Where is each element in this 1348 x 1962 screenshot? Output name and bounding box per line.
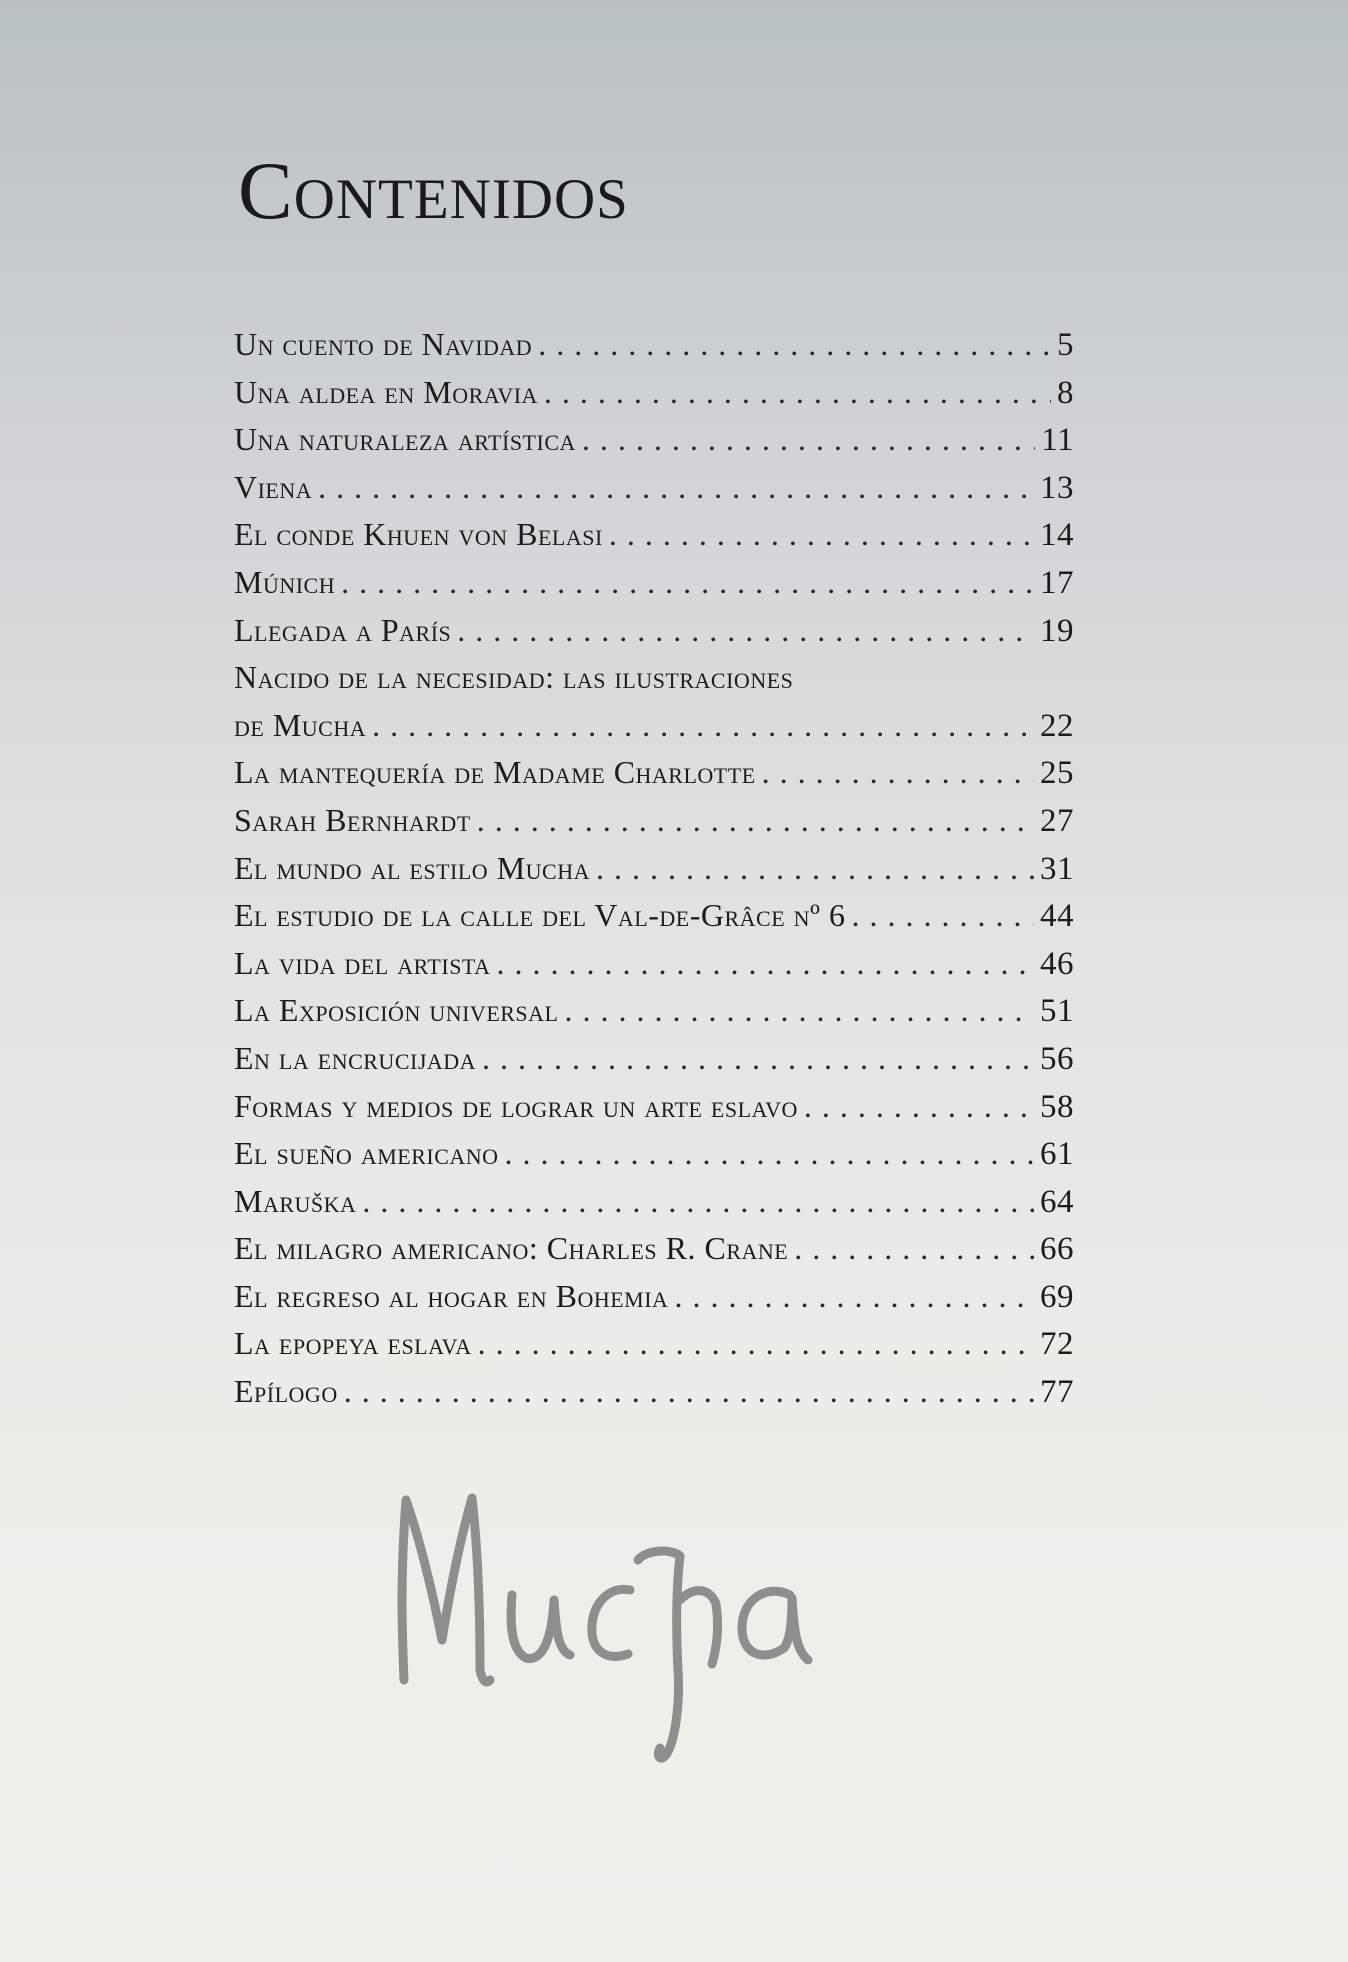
toc-leader-dots <box>477 802 1034 839</box>
toc-leader-dots <box>318 469 1034 506</box>
toc-leader-dots <box>804 1088 1034 1125</box>
mucha-signature <box>380 1480 880 1780</box>
toc-leader-dots <box>565 992 1035 1029</box>
toc-entry-title: de Mucha <box>234 706 367 743</box>
toc-entry-page: 72 <box>1040 1326 1074 1363</box>
toc-leader-dots <box>582 421 1035 458</box>
toc-entry-page: 66 <box>1040 1231 1074 1268</box>
toc-entry-title: Un cuento de Navidad <box>234 326 533 362</box>
toc-entry-title: Formas y medios de lograr un arte eslavo <box>234 1087 798 1124</box>
table-of-contents <box>234 326 1074 1421</box>
toc-entry <box>234 1230 1074 1278</box>
toc-entry-page: 58 <box>1040 1088 1074 1125</box>
toc-leader-dots <box>457 612 1034 649</box>
toc-entry-page: 22 <box>1040 707 1074 744</box>
toc-entry-title: La vida del artista <box>234 944 491 981</box>
toc-entry <box>234 850 1074 898</box>
toc-leader-dots <box>538 326 1051 363</box>
toc-entry <box>234 564 1074 612</box>
toc-entry-title-line1: Nacido de la necesidad: las ilustraciones <box>234 659 794 696</box>
toc-entry-page: 13 <box>1040 469 1074 506</box>
toc-entry <box>234 326 1074 374</box>
toc-entry-page: 27 <box>1040 802 1074 839</box>
toc-entry-page: 31 <box>1040 850 1074 887</box>
toc-entry-page: 77 <box>1040 1374 1074 1411</box>
toc-entry-page: 8 <box>1057 374 1074 411</box>
toc-entry <box>234 516 1074 564</box>
toc-entry-page: 11 <box>1041 422 1074 459</box>
toc-entry <box>234 421 1074 469</box>
toc-entry-page: 17 <box>1040 564 1074 601</box>
toc-entry-page: 69 <box>1040 1278 1074 1315</box>
toc-entry-page: 51 <box>1040 993 1074 1030</box>
toc-entry-title: El sueño americano <box>234 1135 499 1172</box>
toc-leader-dots <box>482 1040 1034 1077</box>
toc-entry-title: El regreso al hogar en Bohemia <box>234 1277 669 1314</box>
toc-entry <box>234 612 1074 660</box>
toc-entry-continued-line <box>234 659 1074 707</box>
toc-entry <box>234 1183 1074 1231</box>
toc-entry <box>234 802 1074 850</box>
toc-entry <box>234 1278 1074 1326</box>
toc-leader-dots <box>497 945 1035 982</box>
toc-entry-title: Múnich <box>234 563 336 600</box>
toc-leader-dots <box>505 1135 1034 1172</box>
toc-entry-page: 25 <box>1040 755 1074 792</box>
toc-entry-page: 61 <box>1040 1136 1074 1173</box>
toc-leader-dots <box>794 1230 1034 1267</box>
toc-leader-dots <box>596 850 1034 887</box>
toc-entry-page: 64 <box>1040 1183 1074 1220</box>
toc-leader-dots <box>762 754 1034 791</box>
toc-entry-title: Epílogo <box>234 1373 338 1410</box>
toc-leader-dots <box>341 564 1034 601</box>
toc-entry <box>234 469 1074 517</box>
toc-entry <box>234 1088 1074 1136</box>
toc-entry-page: 56 <box>1040 1040 1074 1077</box>
toc-entry <box>234 707 1074 755</box>
page-title: Contenidos <box>238 145 629 236</box>
toc-entry-title: El conde Khuen von Belasi <box>234 516 603 553</box>
toc-entry-title: La mantequería de Madame Charlotte <box>234 754 756 791</box>
toc-entry-title: El mundo al estilo Mucha <box>234 849 590 886</box>
toc-leader-dots <box>851 897 1034 934</box>
toc-entry-title: La epopeya eslava <box>234 1325 472 1362</box>
toc-entry-page: 19 <box>1040 612 1074 649</box>
toc-entry-title: El estudio de la calle del Val-de-Grâce nº 6 <box>234 897 846 934</box>
toc-entry-title: En la encrucijada <box>234 1039 477 1076</box>
toc-entry <box>234 1325 1074 1373</box>
toc-entry-title: Una naturaleza artística <box>234 421 576 458</box>
toc-leader-dots <box>609 516 1034 553</box>
toc-entry <box>234 897 1074 945</box>
toc-leader-dots <box>544 374 1051 411</box>
toc-entry <box>234 1373 1074 1421</box>
toc-entry <box>234 1040 1074 1088</box>
toc-leader-dots <box>674 1278 1034 1315</box>
toc-leader-dots <box>372 707 1034 744</box>
toc-entry-title: La Exposición universal <box>234 992 559 1029</box>
toc-entry-title: Viena <box>234 468 313 505</box>
toc-leader-dots <box>362 1183 1034 1220</box>
toc-entry-page: 44 <box>1040 898 1074 935</box>
toc-entry-title: Maruška <box>234 1182 357 1219</box>
toc-entry <box>234 1135 1074 1183</box>
toc-leader-dots <box>478 1325 1034 1362</box>
toc-entry <box>234 374 1074 422</box>
toc-entry <box>234 945 1074 993</box>
toc-entry-title: El milagro americano: Charles R. Crane <box>234 1230 789 1267</box>
toc-entry-page: 46 <box>1040 945 1074 982</box>
toc-entry-title: Una aldea en Moravia <box>234 373 538 410</box>
toc-leader-dots <box>344 1373 1034 1410</box>
toc-entry-title: Llegada a París <box>234 611 452 648</box>
toc-entry <box>234 992 1074 1040</box>
toc-entry <box>234 754 1074 802</box>
toc-entry-page: 14 <box>1040 517 1074 554</box>
toc-entry-title: Sarah Bernhardt <box>234 801 471 838</box>
toc-entry-page: 5 <box>1057 327 1074 363</box>
